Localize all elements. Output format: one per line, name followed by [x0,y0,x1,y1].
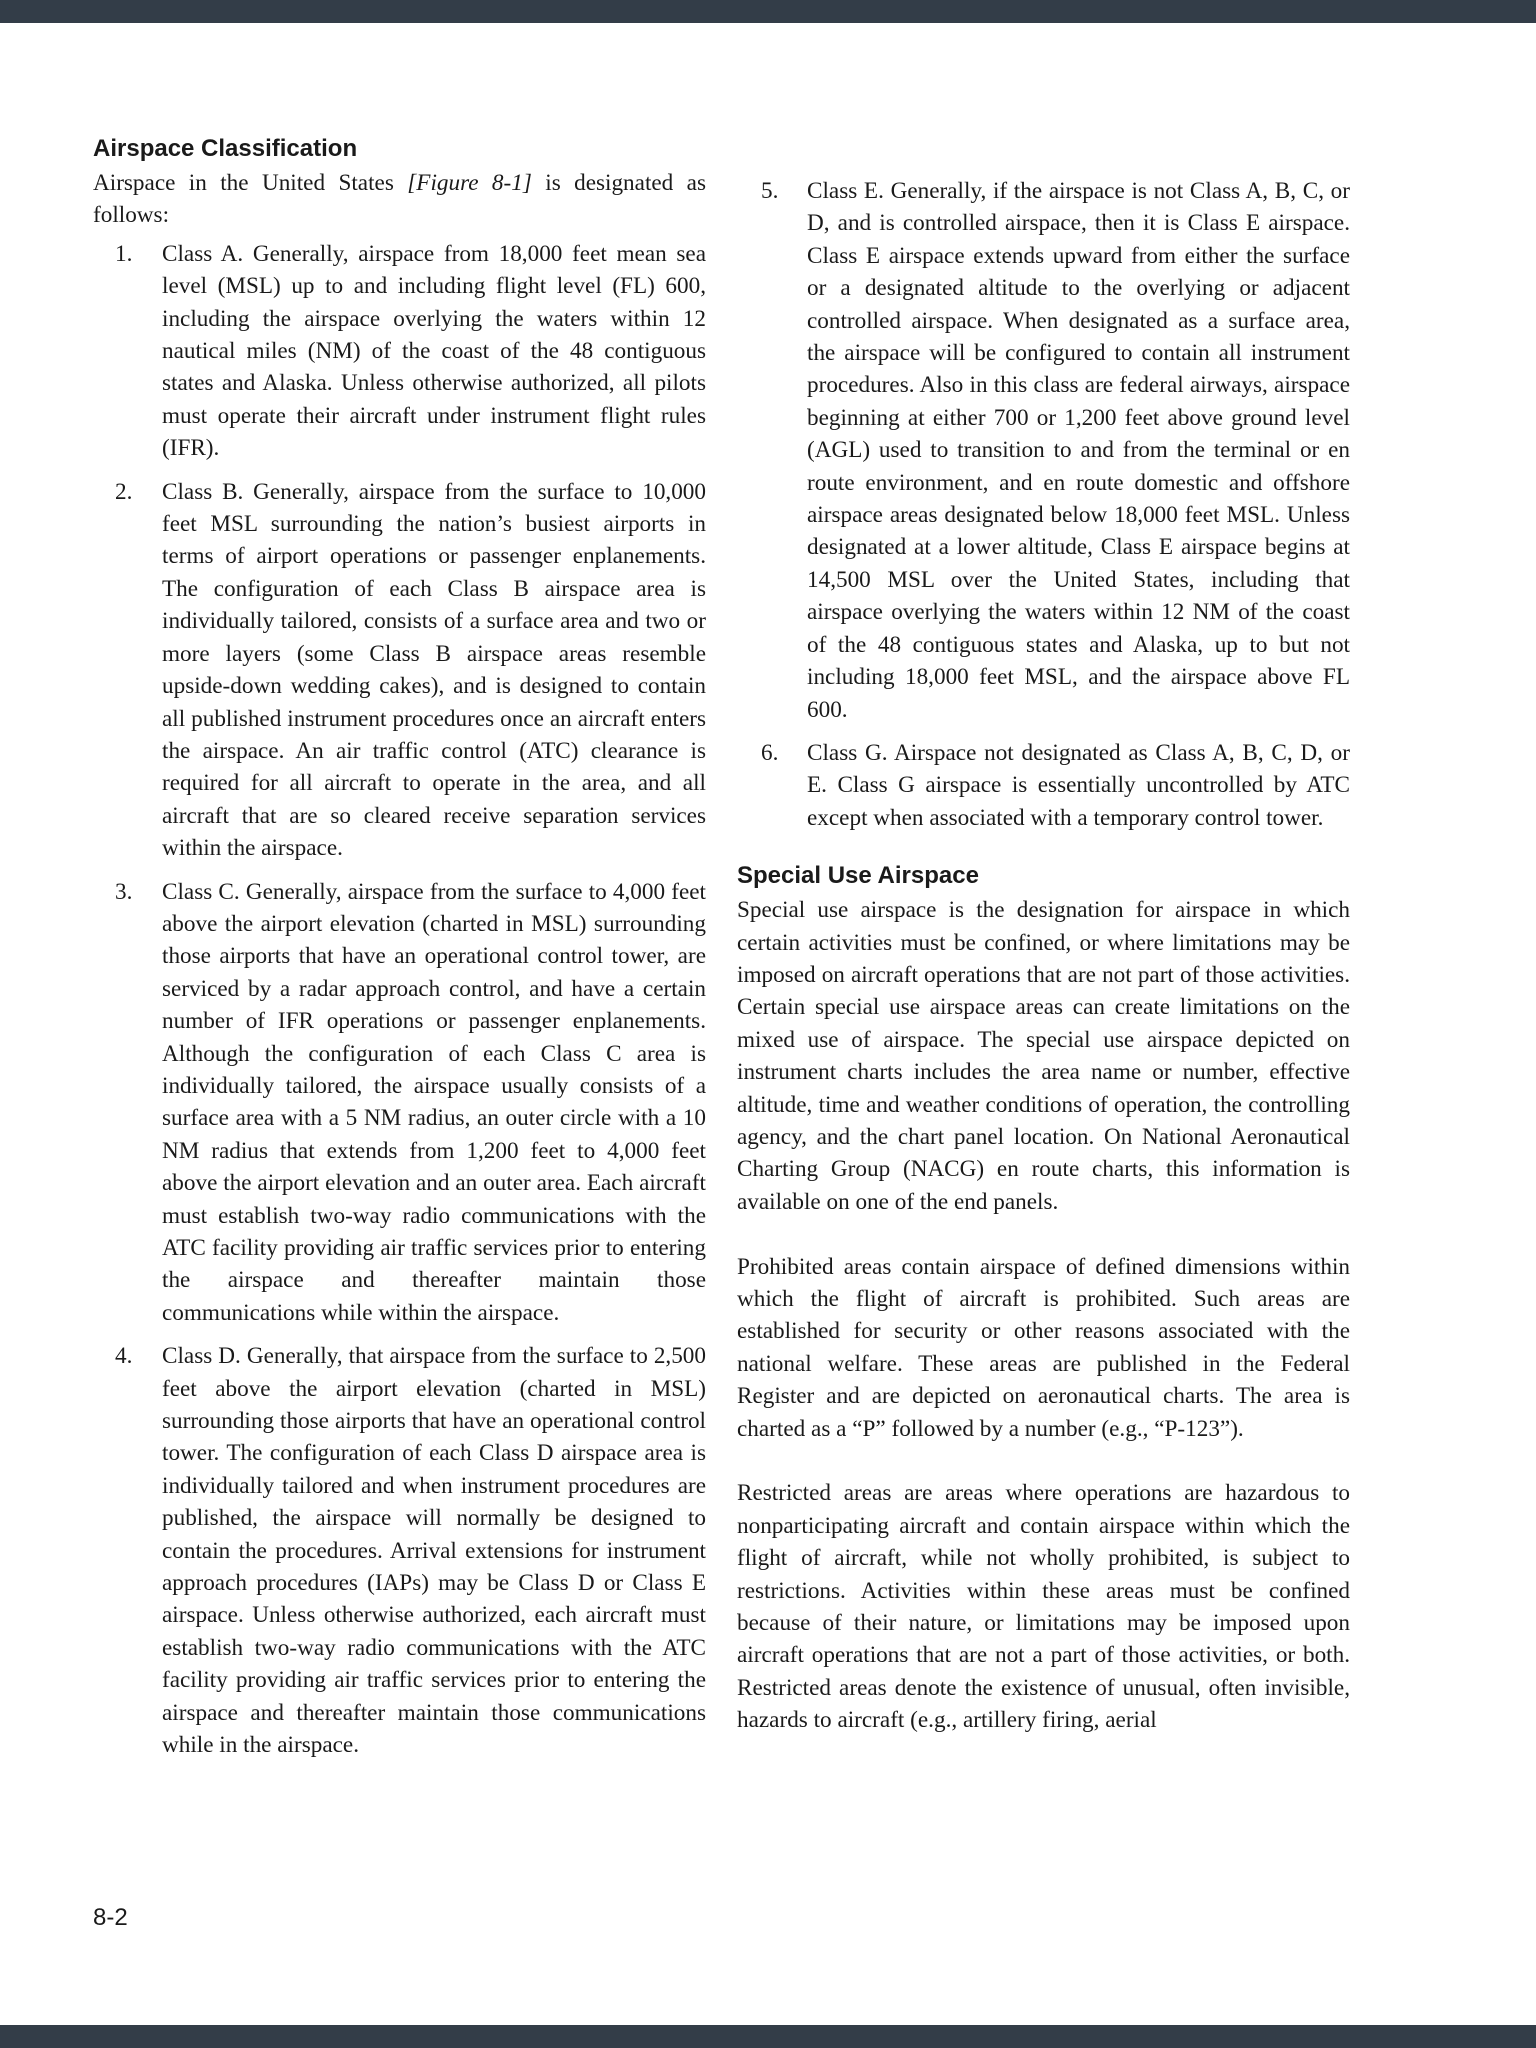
left-column [93,133,706,1762]
page-number: 8-2 [93,1904,128,1931]
list-item-class-e [737,175,1350,726]
paragraph-prohibited-areas: Prohibited areas contain airspace of defined dimensions within which the flight of aircraft is prohibited. Such areas are established for security or other reasons associated with the national welfare. These areas are published in the Federal Register and are depicted on aeronautical charts. The area is charted as a “P” followed by a number (e.g., “P-123”). [737,1253,1350,1442]
paragraph-restricted-areas: Restricted areas are areas where operations are hazardous to nonparticipating aircraft and contain airspace within which the flight of aircraft, while not wholly prohibited, is subject to restrictions. Activities within these areas must be confined because of their nature, or limitations may be imposed upon aircraft operations that are not a part of those activities, or both. Restricted areas denote the existence of unusual, often invisible, hazards to aircraft (e.g., artillery firing, aerial [737,1480,1350,1734]
list-item-text: Class B. Generally, airspace from the surface to 10,000 feet MSL surrounding the nation’s busiest airports in terms of airport operations or passenger enplanements. The configuration of each Class B airspace area is individually tailored, consists of a surface area and two or more layers (some Class B airspace areas resemble upside-down wedding cakes), and is designed to contain all published instrument procedures once an aircraft enters the airspace. An air traffic control (ATC) clearance is required for all aircraft to operate in the area, and all aircraft that are so cleared receive separation services within the airspace. [162,478,706,862]
list-number: 1. [115,240,133,267]
section-heading-special-use-airspace: Special Use Airspace [737,862,979,890]
list-item-text: Class E. Generally, if the airspace is not Class A, B, C, or D, and is controlled airspace, then it is Class E airspace. Class E airspace extends upward from either the surface or a designated altitude to the overlying or adjacent controlled airspace. When designated as a surface area, the airspace will be configured to contain all instrument procedures. Also in this class are federal airways, airspace beginning at either 700 or 1,200 feet above ground level (AGL) used to transition to and from the terminal or en route environment, and en route domestic and offshore airspace areas designated below 18,000 feet MSL. Unless designated at a lower altitude, Class E airspace begins at 14,500 MSL over the United States, including that airspace overlying the waters within 12 NM of the coast of the 48 contiguous states and Alaska, up to but not including 18,000 feet MSL, and the airspace above FL 600. [807,178,1350,723]
bottom-bar [0,2025,1536,2048]
list-number: 3. [115,878,133,905]
intro-text-start: Airspace in the United States [93,170,408,196]
section-heading-airspace-classification: Airspace Classification [93,135,358,162]
list-item-text: Class C. Generally, airspace from the surface to 4,000 feet above the airport elevation (charted in MSL) surrounding those airports that have an operational control tower, are serviced by a radar approach control, and have a certain number of IFR operations or passenger enplanements. Although the configuration of each Class C area is individually tailored, the airspace usually consists of a surface area with a 5 NM radius, an outer circle with a 10 NM radius that extends from 1,200 feet to 4,000 feet above the airport elevation and an outer area. Each aircraft must establish two-way radio communications with the ATC facility providing air traffic services prior to entering the airspace and thereafter maintain those communications while within the airspace. [162,878,706,1326]
airspace-class-list [93,238,706,1762]
airspace-class-list-continued [737,175,1350,834]
list-number: 5. [761,178,779,204]
list-number: 2. [115,478,133,505]
intro-paragraph [93,167,706,232]
list-item-text: Class G. Airspace not designated as Class A, B, C, D, or E. Class G airspace is essentially uncontrolled by ATC except when associated with a temporary control tower. [807,739,1350,831]
list-item-class-g [737,737,1350,834]
right-column [737,175,1350,1737]
figure-reference: [Figure 8-1] [407,170,532,196]
list-item-text: Class A. Generally, airspace from 18,000 feet mean sea level (MSL) up to and including flight level (FL) 600, including the airspace overlying the waters within 12 nautical miles (NM) of the coast of the 48 contiguous states and Alaska. Unless otherwise authorized, all pilots must operate their aircraft under instrument flight rules (IFR). [162,240,706,462]
intro-text-end: is designated as follows: [93,170,706,229]
list-number: 4. [115,1343,133,1370]
top-bar [0,0,1536,23]
list-item-class-a [93,238,706,465]
list-item-text: Class D. Generally, that airspace from the surface to 2,500 feet above the airport elevation (charted in MSL) surrounding those airports that have an operational control tower. The configuration of each Class D airspace area is individually tailored and when instrument procedures are published, the airspace will normally be designed to contain the procedures. Arrival extensions for instrument approach procedures (IAPs) may be Class D or Class E airspace. Unless otherwise authorized, each aircraft must establish two-way radio communications with the ATC facility providing air traffic services prior to entering the airspace and thereafter maintain those communications while in the airspace. [162,1343,706,1759]
list-item-class-b [93,476,706,865]
list-item-class-c [93,876,706,1330]
list-number: 6. [761,739,779,766]
list-item-class-d [93,1340,706,1761]
paragraph-special-use: Special use airspace is the designation for airspace in which certain activities must be confined, or where limitations may be imposed on aircraft operations that are not part of those activities. Certain special use airspace areas can create limitations on the mixed use of airspace. The special use airspace depicted on instrument charts includes the area name or number, effective altitude, time and weather conditions of operation, the controlling agency, and the chart panel location. On National Aeronautical Charting Group (NACG) en route charts, this information is available on one of the end panels. [737,897,1350,1215]
